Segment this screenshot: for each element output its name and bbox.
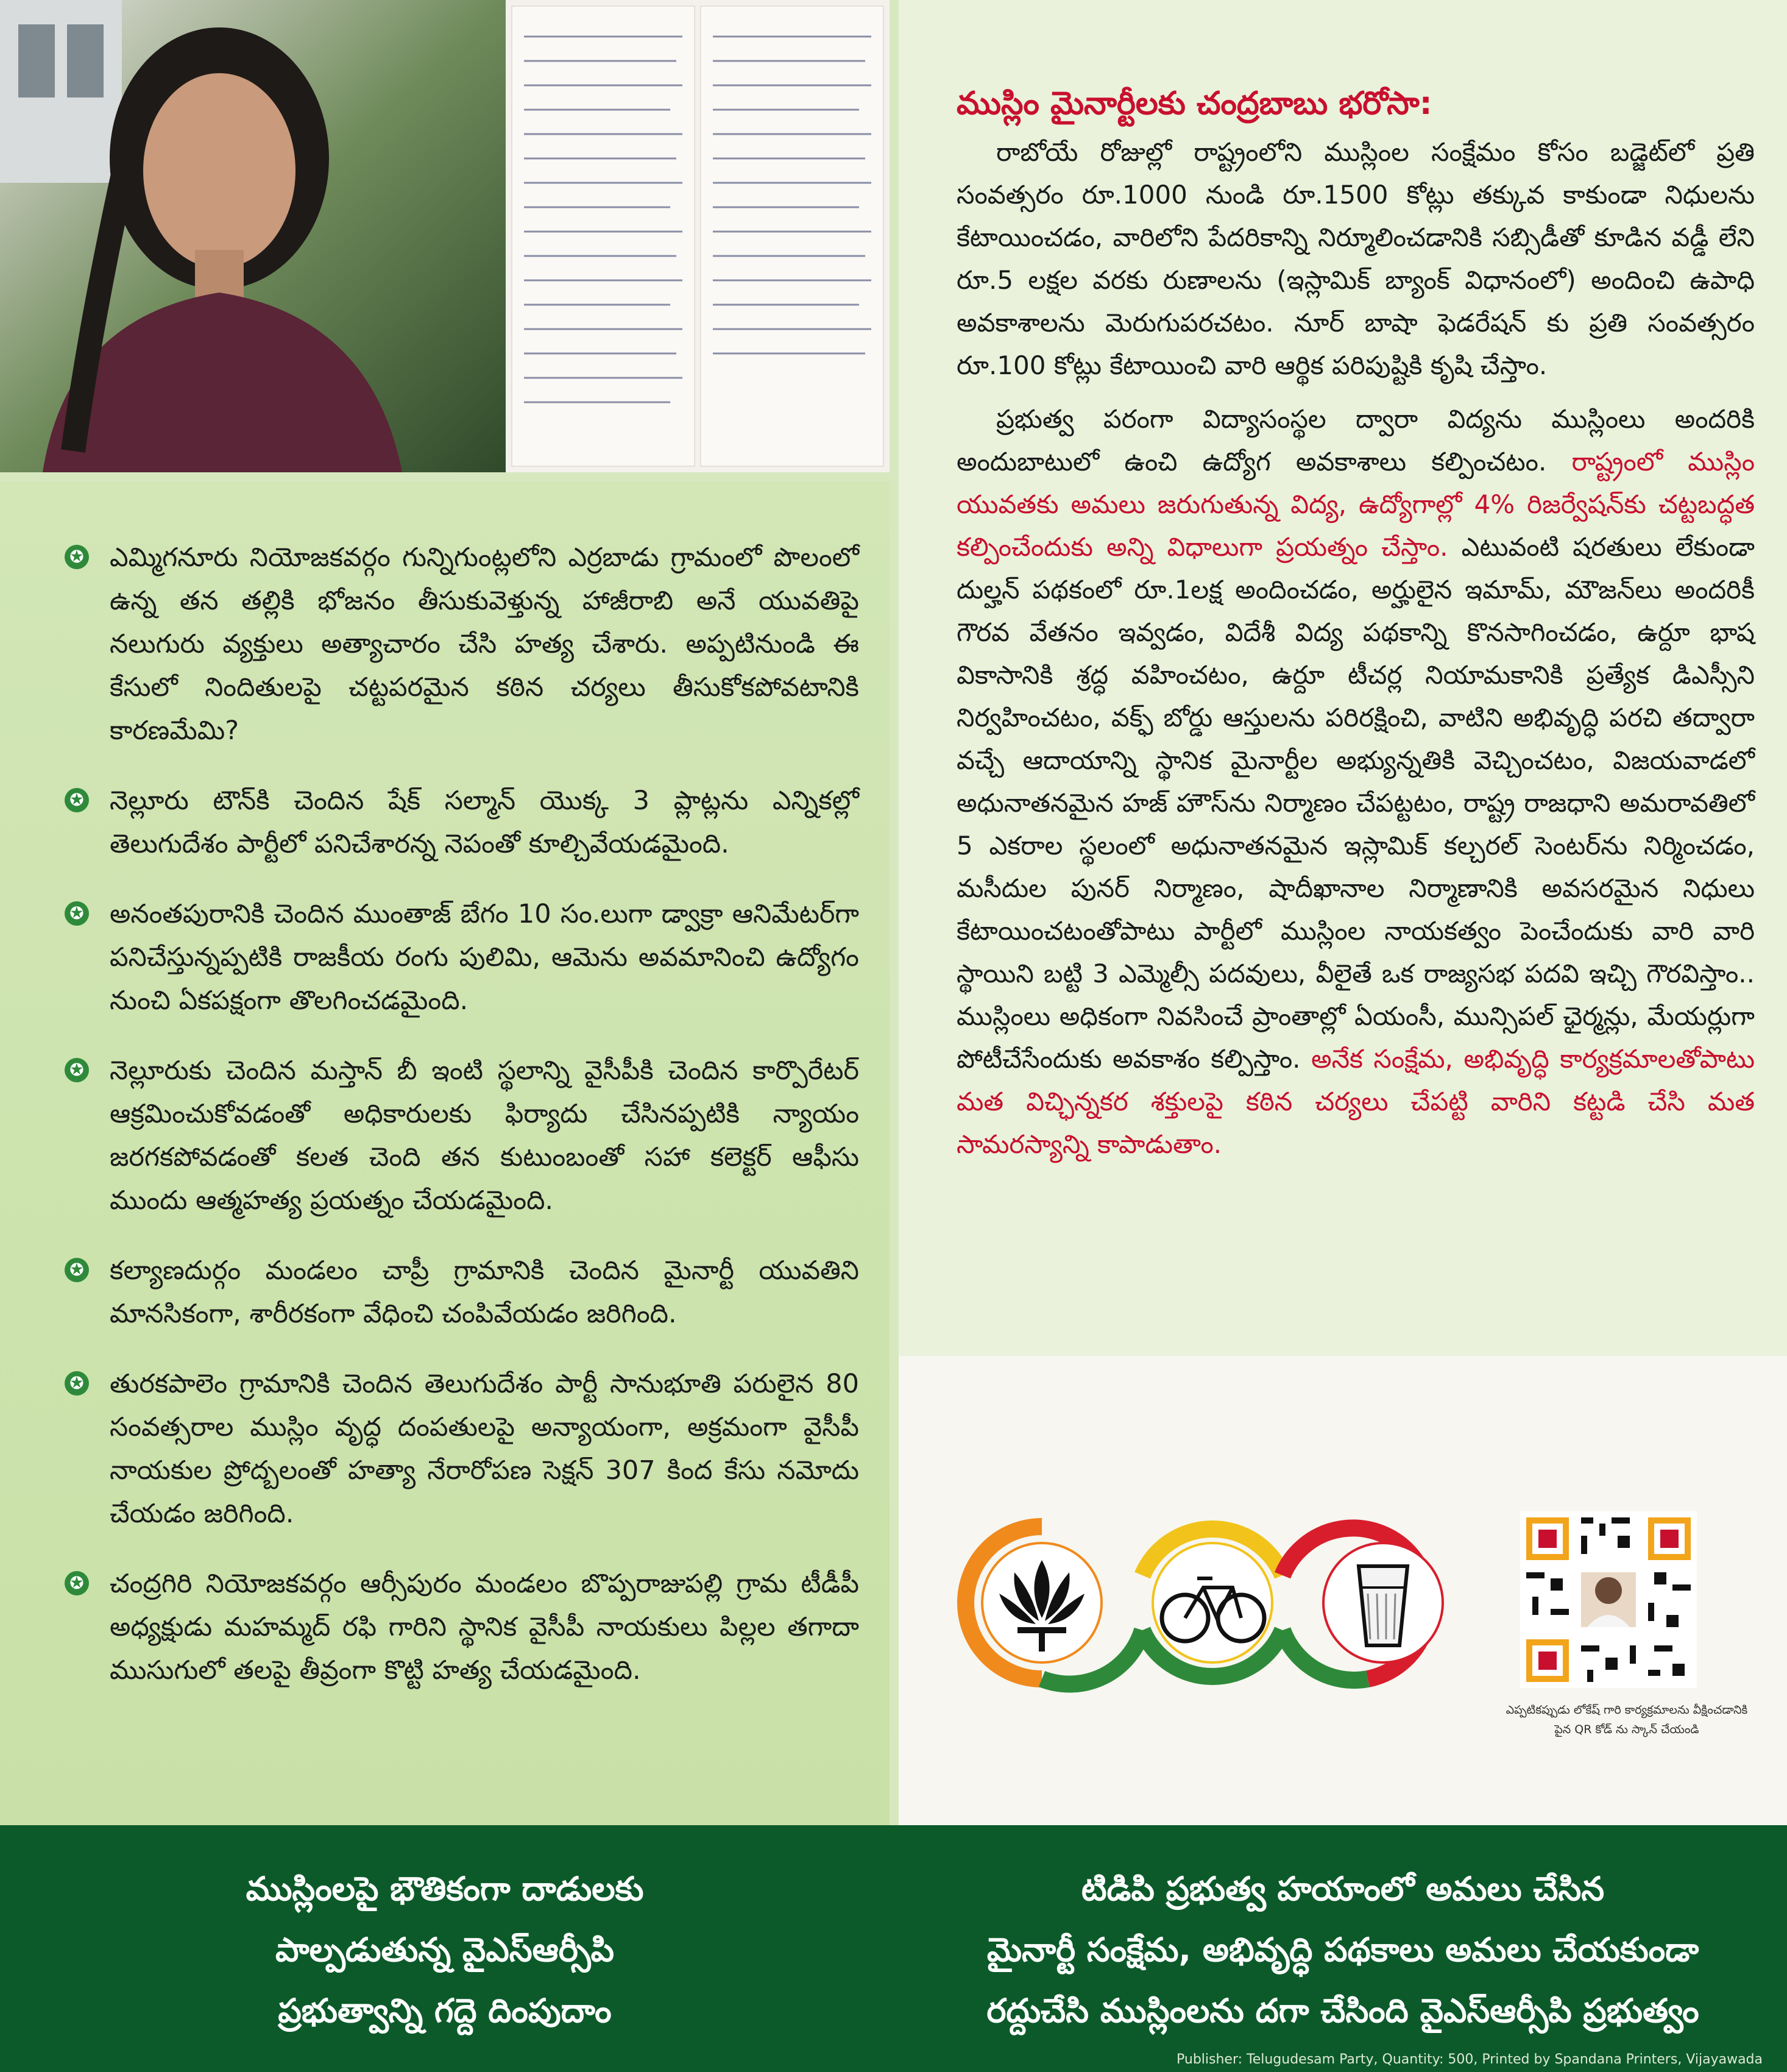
green-star-bullet-icon: ✪ xyxy=(65,545,89,569)
qr-code[interactable] xyxy=(1520,1511,1697,1688)
list-item xyxy=(43,1049,859,1222)
green-star-bullet-icon: ✪ xyxy=(65,901,89,926)
green-star-bullet-icon: ✪ xyxy=(65,788,89,812)
incident-text: చంద్రగిరి నియోజకవర్గం ఆర్సీపురం మండలం బొప్పరాజుపల్లి గ్రామ టీడీపీ అధ్యక్షుడు మహమ్మద్ రఫి గారిని స్థానిక వైసీపీ నాయకులు పిల్లల తగాదా ముసుగులో తలపై తీవ్రంగా కొట్టి హత్య చేయడమైంది. xyxy=(110,1569,859,1686)
photo-illustration xyxy=(0,0,890,472)
green-star-bullet-icon: ✪ xyxy=(65,1371,89,1396)
incident-text: నెల్లూరు టౌన్‌కి చెందిన షేక్ సల్మాన్ యొక్క 3 ప్లాట్లను ఎన్నికల్లో తెలుగుదేశం పార్టీలో పనిచేశారన్న నెపంతో కూల్చివేయడమైంది. xyxy=(110,786,859,859)
paragraph-2-part-a: ప్రభుత్వ పరంగా విద్యాసంస్థల ద్వారా విద్యను ముస్లింలు అందరికి అందుబాటులో ఉంచి ఉద్యోగ అవకాశాలు కల్పించటం. xyxy=(957,404,1755,477)
incident-text: ఎమ్మిగనూరు నియోజకవర్గం గున్నిగుంట్లలోని ఎర్రబాడు గ్రామంలో పొలంలో ఉన్న తన తల్లికి భోజనం తీసుకువెళ్తున్న హాజీరాబి అనే యువతిపై నలుగురు వ్యక్తులు అత్యాచారం చేసి హత్య చేశారు. అప్పటినుండి ఈ కేసులో నిందితులపై చట్టపరమైన కఠిన చర్యలు తీసుకోకపోవటానికి కారణమేమి? xyxy=(110,542,859,746)
footer-right-slogan xyxy=(899,1859,1787,2042)
footer-left-line-1: ముస్లింలపై భౌతికంగా దాడులకు xyxy=(246,1870,644,1908)
incident-list xyxy=(0,481,890,1692)
right-column xyxy=(899,0,1787,1825)
list-item xyxy=(43,1563,859,1692)
alliance-logo-area xyxy=(899,1356,1787,1825)
publisher-line: Publisher: Telugudesam Party, Quantity: 500, Printed by Spandana Printers, Vijayawada xyxy=(1177,2052,1763,2067)
news-photo xyxy=(0,0,890,472)
footer-banner xyxy=(0,1825,1787,2072)
qr-caption-line-1: ఎప్పటికప్పుడు లోకేష్ గారి కార్యక్రమాలను వీక్షించడానికి xyxy=(1506,1703,1748,1717)
incident-text: నెల్లూరుకు చెందిన మస్తాన్ బీ ఇంటి స్థలాన్ని వైసీపీకి చెందిన కార్పొరేటర్ ఆక్రమించుకోవడంతో అధికారులకు ఫిర్యాదు చేసినప్పటికి న్యాయం జరగకపోవడంతో కలత చెంది తన కుటుంబంతో సహా కలెక్టర్ ఆఫీసు ముందు ఆత్మహత్య ప్రయత్నం చేయడమైంది. xyxy=(110,1056,859,1216)
list-item xyxy=(43,1249,859,1336)
paragraph-2-highlight-harmony: అనేక సంక్షేమ, అభివృద్ధి కార్యక్రమాలతోపాటు మత విచ్ఛిన్నకర శక్తులపై కఠిన చర్యలు చేపట్టి వారిని కట్టడి చేసి మత సామరస్యాన్ని కాపాడుతాం. xyxy=(957,1044,1755,1159)
article-paragraph-2 xyxy=(957,398,1755,1166)
incident-text: కల్యాణదుర్గం మండలం చాప్రీ గ్రామానికి చెందిన మైనార్టీ యువతిని మానసికంగా, శారీరకంగా వేధించి చంపివేయడం జరిగింది. xyxy=(110,1255,859,1329)
promise-article xyxy=(957,82,1755,1177)
footer-right-line-2: మైనార్టీ సంక్షేమ, అభివృద్ధి పథకాలు అమలు చేయకుండా xyxy=(986,1931,1699,1969)
qr-caption xyxy=(1499,1700,1755,1739)
incidents-panel xyxy=(0,481,890,1825)
paragraph-2-part-c: ఎటువంటి షరతులు లేకుండా దుల్హన్ పథకంలో రూ.1లక్ష అందించడం, అర్హులైన ఇమామ్, మౌజన్‌లు అందరికీ గౌరవ వేతనం ఇవ్వడం, విదేశీ విద్య పథకాన్ని కొనసాగించడం, ఉర్దూ భాష వికాసానికి శ్రద్ధ వహించటం, ఉర్దూ టీచర్ల నియామకానికి ప్రత్యేక డిఎస్సీని నిర్వహించటం, వక్ఫ్ బోర్డు ఆస్తులను పరిరక్షించి, వాటిని అభివృద్ధి పరచి తద్వారా వచ్చే ఆదాయాన్ని స్థానిక మైనార్టీల అభ్యున్నతికి వెచ్చించటం, విజయవాడలో అధునాతనమైన హజ్ హౌస్‌ను నిర్మాణం చేపట్టటం, రాష్ట్ర రాజధాని అమరావతిలో 5 ఎకరాల స్థలంలో అధునాతనమైన ఇస్లామిక్ కల్చరల్ సెంటర్‌ను నిర్మించడం, మసీదుల పునర్ నిర్మాణం, షాదీఖానాల నిర్మాణానికి అవసరమైన నిధులు కేటాయించటంతోపాటు పార్టీలో ముస్లింల నాయకత్వం పెంచేందుకు వారి వారి స్థాయిని బట్టి 3 ఎమ్మెల్సీ పదవులు, వీలైతే ఒక రాజ్యసభ పదవి ఇచ్చి గౌరవిస్తాం.. ముస్లింలు అధికంగా నివసించే ప్రాంతాల్లో ఏయంసీ, మున్సిపల్ ఛైర్మన్లు, మేయర్లుగా పోటీచేసేందుకు అవకాశం కల్పిస్తాం. xyxy=(957,532,1755,1074)
green-star-bullet-icon: ✪ xyxy=(65,1571,89,1595)
incident-text: తురకపాలెం గ్రామానికి చెందిన తెలుగుదేశం పార్టీ సానుభూతి పరులైన 80 సంవత్సరాల ముస్లిం వృద్ధ దంపతులపై అన్యాయంగా, అక్రమంగా వైసీపీ నాయకుల ప్రోద్బలంతో హత్యా నేరారోపణ సెక్షన్ 307 కింద కేసు నమోదు చేయడం జరిగింది. xyxy=(110,1369,859,1529)
paragraph-2-highlight-reservation: రాష్ట్రంలో ముస్లిం యువతకు అమలు జరుగుతున్న విద్య, ఉద్యోగాల్లో 4% రిజర్వేషన్‌కు చట్టబద్ధత కల్పించేందుకు అన్ని విధాలుగా ప్రయత్నం చేస్తాం. xyxy=(957,447,1755,562)
green-star-bullet-icon: ✪ xyxy=(65,1258,89,1282)
list-item xyxy=(43,1363,859,1536)
incident-text: అనంతపురానికి చెందిన ముంతాజ్ బేగం 10 సం.లుగా డ్వాక్రా ఆనిమేటర్‌గా పనిచేస్తున్నప్పటికి రాజకీయ రంగు పులిమి, ఆమెను అవమానించి ఉద్యోగం నుంచి ఏకపక్షంగా తొలగించడమైంది. xyxy=(110,899,859,1016)
qr-code-icon xyxy=(1520,1511,1697,1688)
footer-left-line-2: పాల్పడుతున్న వైఎస్ఆర్సీపి xyxy=(275,1931,614,1969)
alliance-logo xyxy=(941,1502,1490,1703)
lotus-icon xyxy=(982,1543,1102,1662)
green-star-bullet-icon: ✪ xyxy=(65,1058,89,1082)
list-item xyxy=(43,893,859,1023)
footer-right-line-3: రద్దుచేసి ముస్లింలను దగా చేసింది వైఎస్ఆర్సీపి ప్రభుత్వం xyxy=(986,1992,1699,2030)
left-column xyxy=(0,0,890,1825)
list-item xyxy=(43,536,859,753)
footer-left-line-3: ప్రభుత్వాన్ని గద్దె దింపుదాం xyxy=(278,1992,612,2030)
article-paragraph-1: రాబోయే రోజుల్లో రాష్ట్రంలోని ముస్లింల సంక్షేమం కోసం బడ్జెట్‌లో ప్రతి సంవత్సరం రూ.1000 నుండి రూ.1500 కోట్లు తక్కువ కాకుండా నిధులను కేటాయించడం, వారిలోని పేదరికాన్ని నిర్మూలించడానికి సబ్సిడీతో కూడిన వడ్డీ లేని రూ.5 లక్షల వరకు రుణాలను (ఇస్లామిక్ బ్యాంక్ విధానంలో) అందించి ఉపాధి అవకాశాలను మెరుగుపరచటం. నూర్ బాషా ఫెడరేషన్ కు ప్రతి సంవత్సరం రూ.100 కోట్లు కేటాయించి వారి ఆర్థిక పరిపుష్టికి కృషి చేస్తాం. xyxy=(957,137,1755,380)
footer-right-line-1: టిడిపి ప్రభుత్వ హయాంలో అమలు చేసిన xyxy=(1081,1870,1605,1908)
article-heading: ముస్లిం మైనార్టీలకు చంద్రబాబు భరోసా: xyxy=(957,85,1432,122)
list-item xyxy=(43,779,859,866)
bicycle-icon xyxy=(1153,1543,1272,1662)
qr-caption-line-2: పైన QR కోడ్ ను స్కాన్ చేయండి xyxy=(1554,1723,1699,1736)
footer-left-slogan xyxy=(0,1859,890,2042)
glass-icon xyxy=(1323,1543,1443,1662)
